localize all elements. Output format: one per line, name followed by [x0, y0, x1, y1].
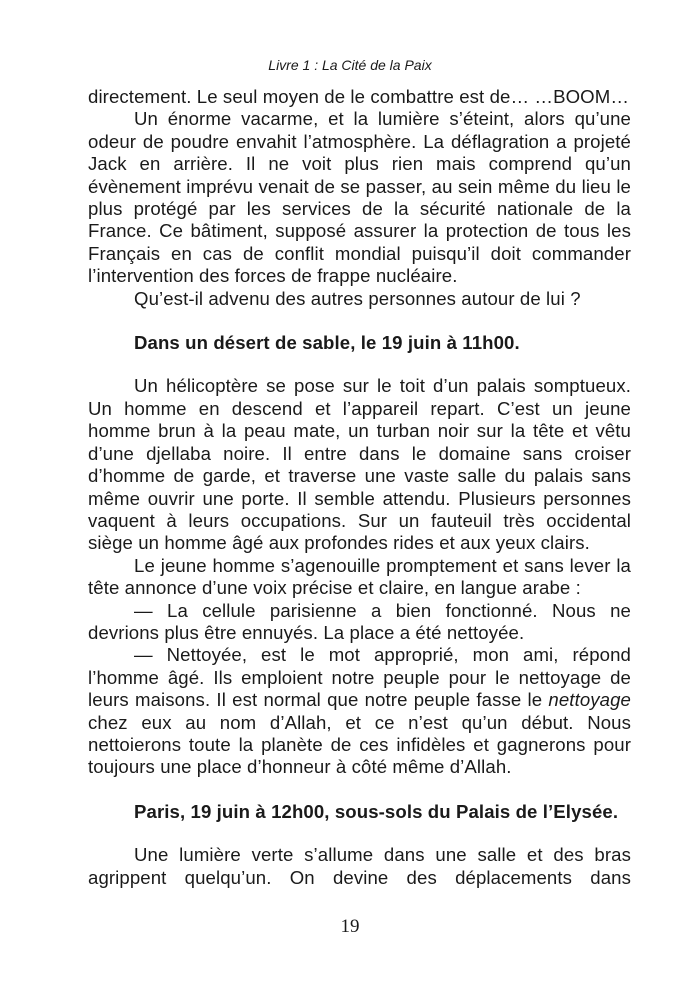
page-number: 19 [340, 916, 360, 937]
dialogue-old-man-part2: chez eux au nom d’Allah, et ce n’est qu’un début. Nous nettoierons toute la planète de ces infidèles et gagnerons pour toujours une place d’honneur à côté même d’Allah. [88, 711, 631, 778]
page-body [88, 86, 631, 889]
paragraph-kneel: Le jeune homme s’agenouille promptement et sans lever la tête annonce d’une voix précise et claire, en langue arabe : [88, 554, 631, 599]
paragraph-helicopter: Un hélicoptère se pose sur le toit d’un palais somptueux. Un homme en descend et l’appareil repart. C’est un jeune homme brun à la peau mate, un turban noir sur la tête et vêtu d’une djellaba noire. Il entre dans le domaine sans croiser d’homme de garde, et traverse une vaste salle du palais sans même ouvrir une porte. Il semble attendu. Plusieurs personnes vaquent à leurs occupations. Sur un fauteuil très occidental siège un homme âgé aux profondes rides et aux yeux clairs. [88, 375, 631, 554]
paragraph-green-light: Une lumière verte s’allume dans une salle et des bras agrippent quelqu’un. On devine des déplacements dans [88, 844, 631, 888]
dialogue-old-man-emphasis: nettoyage [548, 689, 631, 711]
dialogue-old-man-part1: — Nettoyée, est le mot approprié, mon ami, répond l’homme âgé. Ils emploient notre peuple pour le nettoyage de leurs maisons. Il est normal que notre peuple fasse le [88, 644, 631, 711]
section-heading-desert: Dans un désert de sable, le 19 juin à 11h00. [134, 332, 520, 354]
dialogue-young-man: — La cellule parisienne a bien fonctionné. Nous ne devrions plus être ennuyés. La place a été nettoyée. [88, 599, 631, 643]
paragraph-opening: directement. Le seul moyen de le combattre est de… …BOOM… [88, 86, 630, 107]
paragraph-explosion: Un énorme vacarme, et la lumière s’éteint, alors qu’une odeur de poudre envahit l’atmosphère. La déflagration a projeté Jack en arrière. Il ne voit plus rien mais comprend qu’un évènement imprévu venait de se passer, au sein même du lieu le plus protégé par les services de la sécurité nationale de la France. Ce bâtiment, supposé assurer la protection de tous les Français en cas de conflit mondial puisqu’il doit commander l’intervention des forces de frappe nucléaire. [88, 108, 631, 287]
running-header: Livre 1 : La Cité de la Paix [268, 57, 432, 73]
dialogue-old-man [88, 644, 631, 778]
paragraph-question: Qu’est-il advenu des autres personnes autour de lui ? [134, 287, 581, 309]
section-heading-paris: Paris, 19 juin à 12h00, sous-sols du Palais de l’Elysée. [134, 800, 619, 822]
